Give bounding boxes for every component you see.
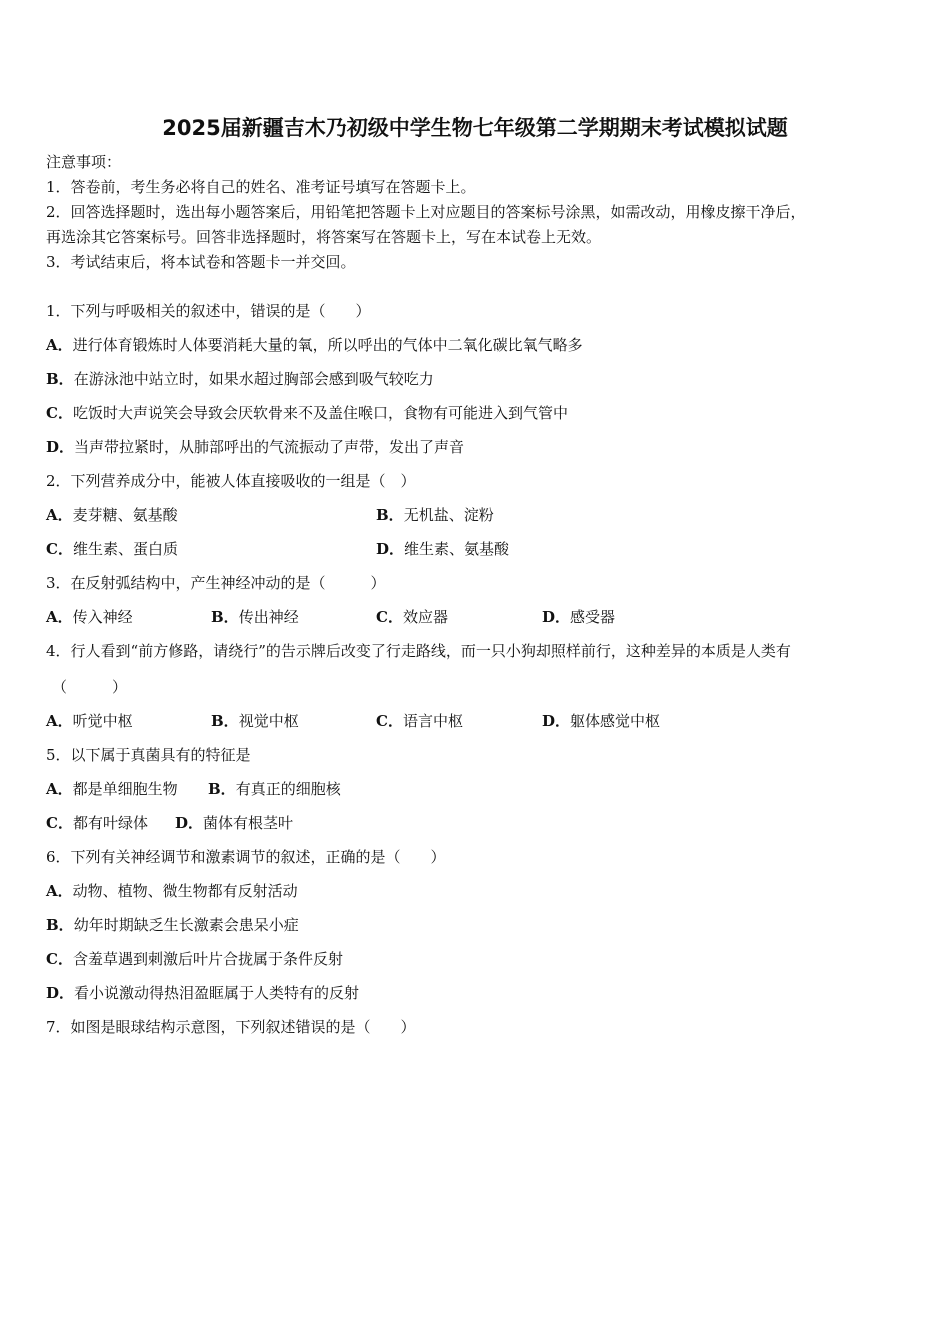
option-text: 含羞草遇到刺激后叶片合拢属于条件反射 <box>72 950 343 968</box>
question-option <box>46 881 298 901</box>
question-stem-continuation: （ ） <box>52 678 128 696</box>
option-text: 无机盐、淀粉 <box>403 506 494 524</box>
option-text: 菌体有根茎叶 <box>203 814 294 832</box>
option-letter: C． <box>46 814 73 832</box>
option-text: 维生素、蛋白质 <box>72 540 178 558</box>
question-option <box>46 949 343 969</box>
question-stem: 4．行人看到“前方修路，请绕行”的告示牌后改变了行走路线，而一只小狗却照样前行，这种差异的本质是人类有 <box>46 642 791 660</box>
question-option <box>46 983 359 1003</box>
option-text: 听觉中枢 <box>72 712 133 730</box>
question-option <box>46 539 178 559</box>
question-option <box>46 369 434 389</box>
option-text: 看小说激动得热泪盈眶属于人类特有的反射 <box>74 984 360 1002</box>
option-text: 效应器 <box>402 608 448 626</box>
question-option <box>542 607 615 627</box>
option-letter: B． <box>211 608 239 626</box>
question-option <box>376 505 494 525</box>
question-option <box>376 711 463 731</box>
option-letter: C． <box>376 712 403 730</box>
option-letter: B． <box>211 712 239 730</box>
option-letter: B． <box>46 370 74 388</box>
option-text: 语言中枢 <box>402 712 463 730</box>
question-stem: 1．下列与呼吸相关的叙述中，错误的是（ ） <box>46 302 371 320</box>
question-option <box>175 813 293 833</box>
option-letter: D． <box>542 712 571 730</box>
option-letter: B． <box>376 506 404 524</box>
question-option <box>211 711 299 731</box>
option-letter: A． <box>46 712 73 730</box>
notice-item: 1．答卷前，考生务必将自己的姓名、准考证号填写在答题卡上。 <box>46 178 476 196</box>
option-letter: D． <box>175 814 204 832</box>
question-option <box>211 607 299 627</box>
notice-item: 再选涂其它答案标号。回答非选择题时，将答案写在答题卡上，写在本试卷上无效。 <box>46 228 602 246</box>
option-text: 维生素、氨基酸 <box>404 540 510 558</box>
question-option <box>542 711 660 731</box>
question-option <box>46 437 464 457</box>
option-text: 都是单细胞生物 <box>72 780 178 798</box>
question-stem: 3．在反射弧结构中，产生神经冲动的是（ ） <box>46 574 386 592</box>
option-letter: C． <box>46 950 73 968</box>
option-letter: A． <box>46 506 73 524</box>
page-title: 2025届新疆吉木乃初级中学生物七年级第二学期期末考试模拟试题 <box>162 116 788 140</box>
option-text: 传入神经 <box>72 608 133 626</box>
question-option <box>46 813 148 833</box>
option-text: 感受器 <box>570 608 616 626</box>
notice-item: 2．回答选择题时，选出每小题答案后，用铅笔把答题卡上对应题目的答案标号涂黑，如需改动，用橡皮擦干净后， <box>46 203 806 221</box>
option-letter: C． <box>46 404 73 422</box>
option-letter: A． <box>46 780 73 798</box>
question-stem: 7．如图是眼球结构示意图，下列叙述错误的是（ ） <box>46 1018 416 1036</box>
option-letter: A． <box>46 336 73 354</box>
question-stem: 5．以下属于真菌具有的特征是 <box>46 746 251 764</box>
question-stem: 2．下列营养成分中，能被人体直接吸收的一组是（ ） <box>46 472 416 490</box>
option-letter: A． <box>46 882 73 900</box>
question-option <box>376 539 509 559</box>
question-option <box>46 607 133 627</box>
question-option <box>46 335 583 355</box>
question-option <box>46 779 178 799</box>
option-text: 当声带拉紧时，从肺部呼出的气流振动了声带，发出了声音 <box>74 438 465 456</box>
option-text: 麦芽糖、氨基酸 <box>72 506 178 524</box>
option-letter: D． <box>46 984 75 1002</box>
option-letter: A． <box>46 608 73 626</box>
option-letter: C． <box>376 608 403 626</box>
notice-item: 3．考试结束后，将本试卷和答题卡一并交回。 <box>46 253 356 271</box>
option-letter: D． <box>46 438 75 456</box>
question-option <box>46 915 299 935</box>
option-text: 进行体育锻炼时人体要消耗大量的氧，所以呼出的气体中二氧化碳比氧气略多 <box>72 336 583 354</box>
question-option <box>46 403 568 423</box>
notice-heading: 注意事项： <box>46 153 122 171</box>
option-text: 在游泳池中站立时，如果水超过胸部会感到吸气较吃力 <box>73 370 434 388</box>
option-text: 有真正的细胞核 <box>235 780 341 798</box>
option-letter: C． <box>46 540 73 558</box>
option-text: 躯体感觉中枢 <box>570 712 661 730</box>
option-text: 都有叶绿体 <box>72 814 148 832</box>
question-stem: 6．下列有关神经调节和激素调节的叙述，正确的是（ ） <box>46 848 446 866</box>
option-letter: D． <box>376 540 405 558</box>
option-letter: B． <box>208 780 236 798</box>
question-option <box>208 779 341 799</box>
question-option <box>376 607 448 627</box>
question-option <box>46 711 133 731</box>
option-text: 视觉中枢 <box>238 712 299 730</box>
option-text: 吃饭时大声说笑会导致会厌软骨来不及盖住喉口，食物有可能进入到气管中 <box>72 404 568 422</box>
question-option <box>46 505 178 525</box>
option-text: 动物、植物、微生物都有反射活动 <box>72 882 298 900</box>
option-text: 幼年时期缺乏生长激素会患呆小症 <box>73 916 299 934</box>
option-letter: D． <box>542 608 571 626</box>
option-text: 传出神经 <box>238 608 299 626</box>
option-letter: B． <box>46 916 74 934</box>
